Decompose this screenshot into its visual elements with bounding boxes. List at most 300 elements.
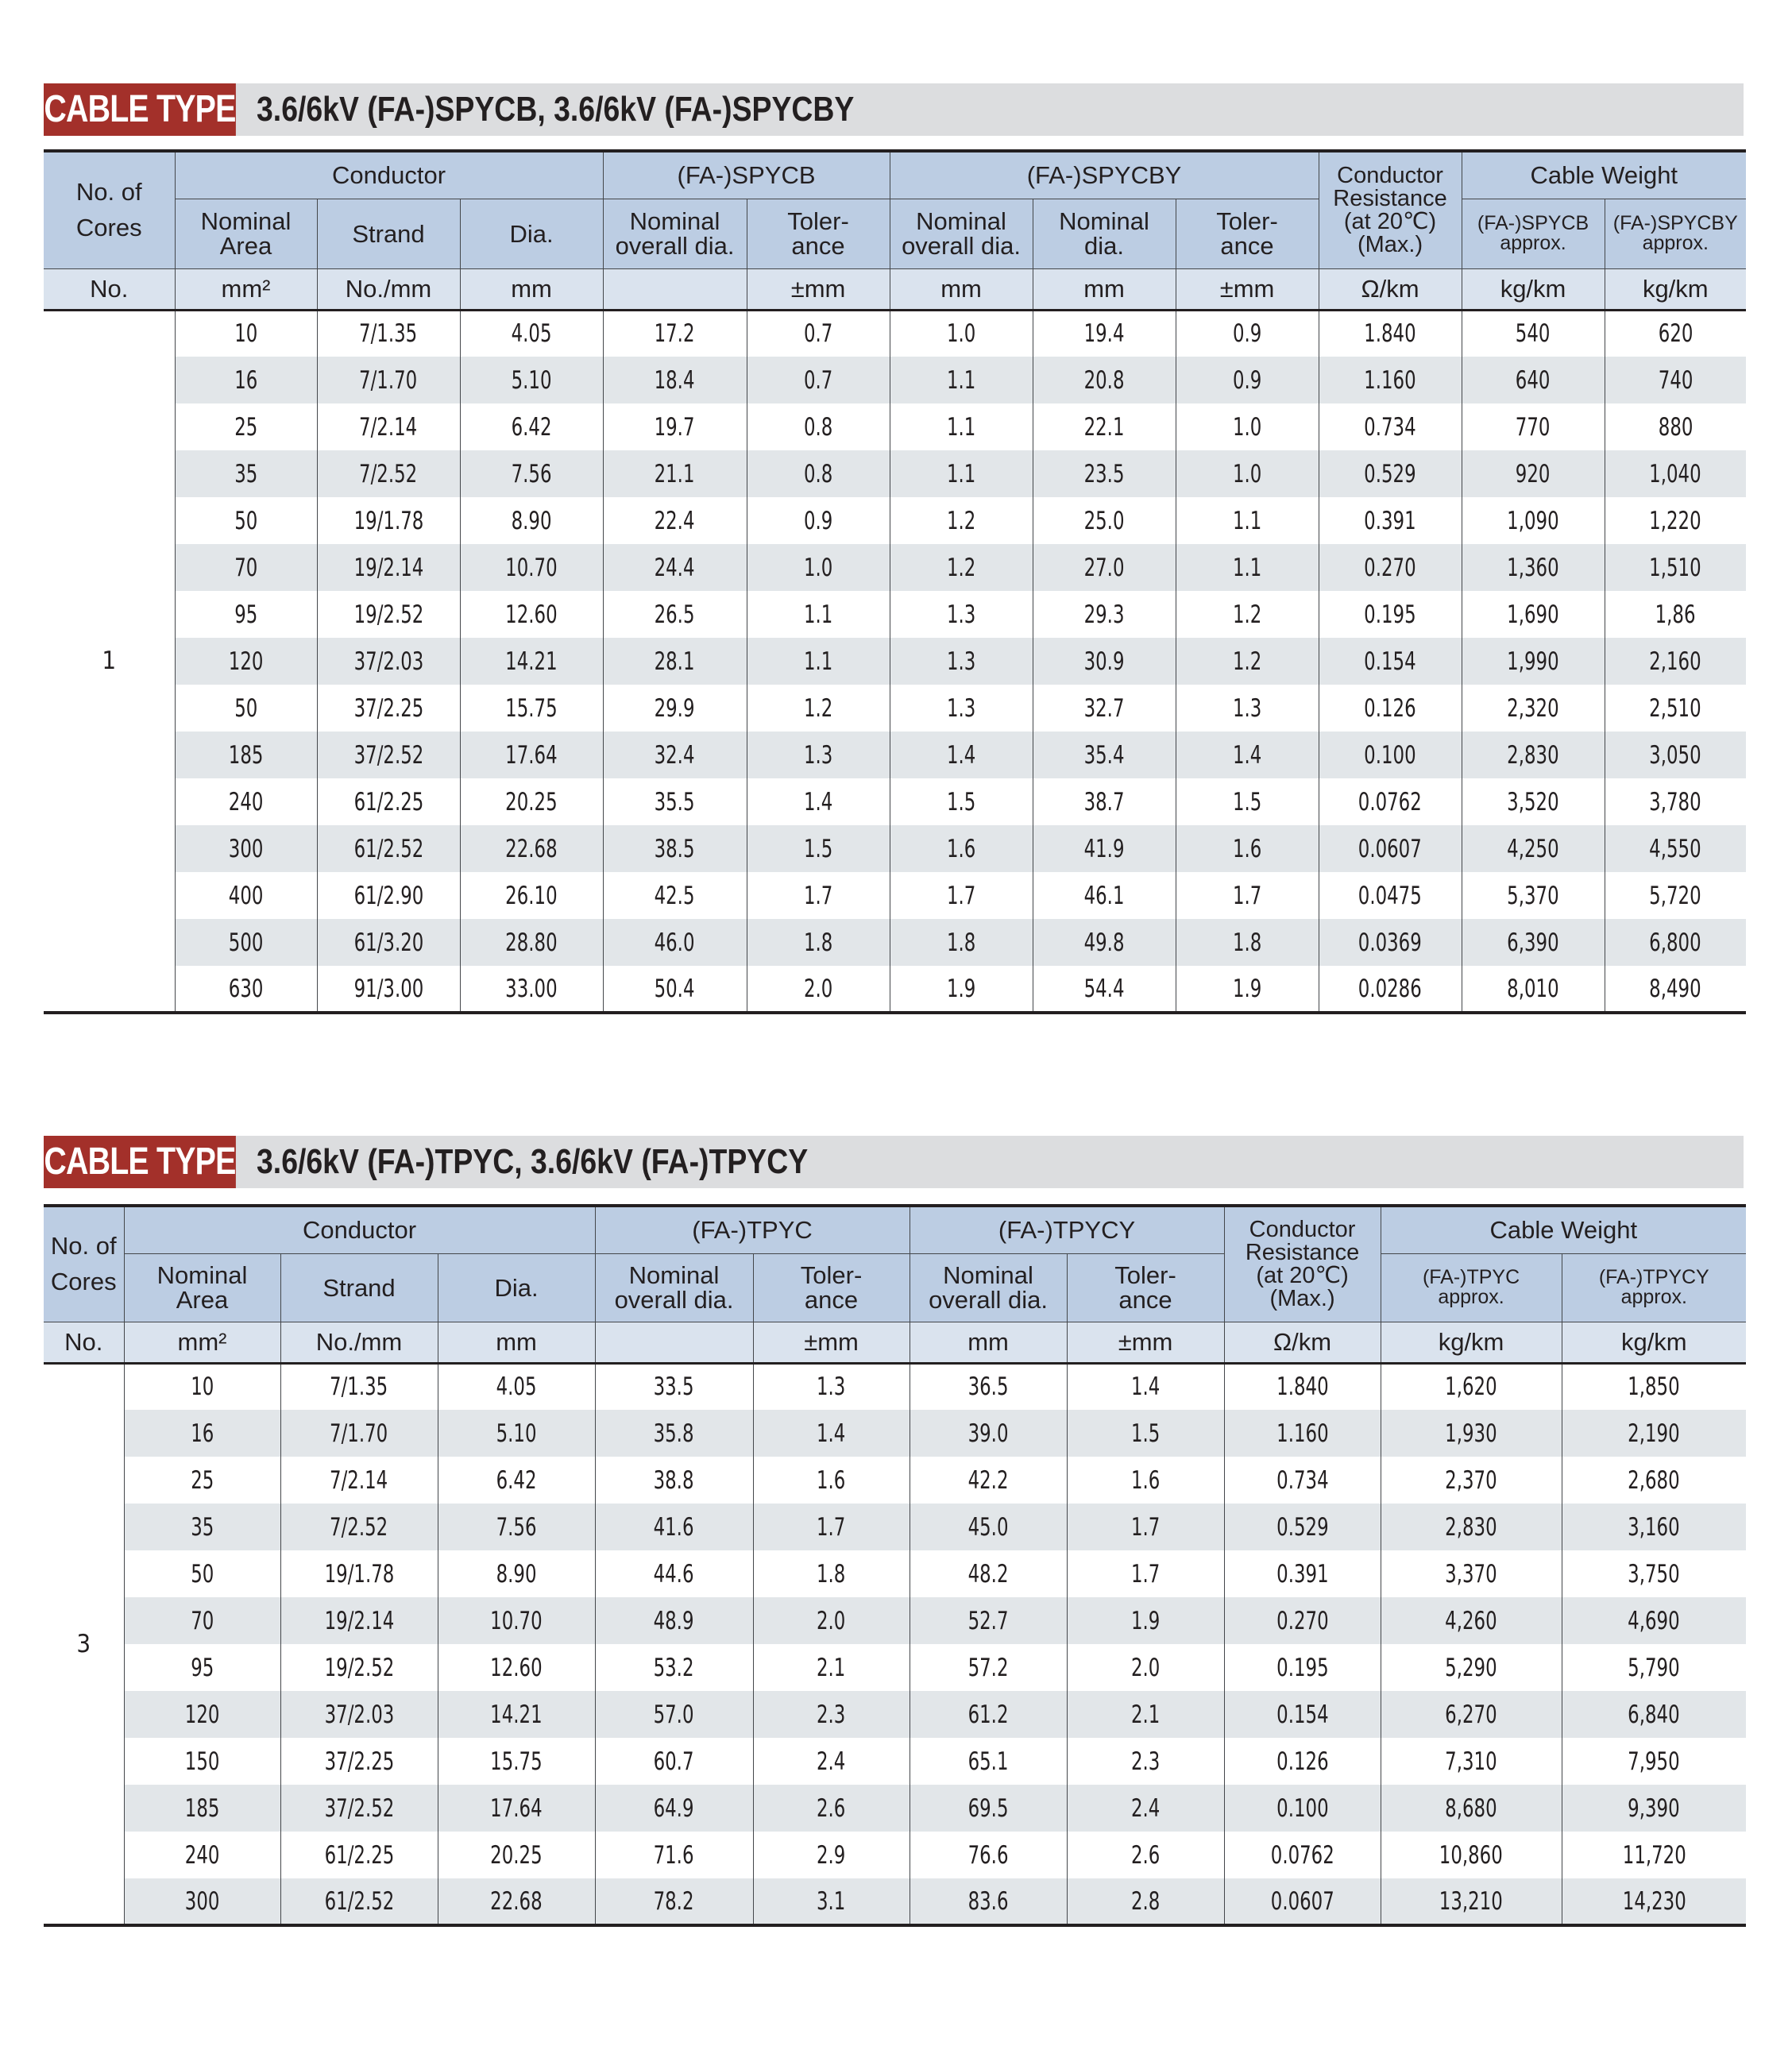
cell-value: 7/1.35 — [359, 319, 418, 349]
table-cell — [280, 1691, 438, 1738]
cell-value: 1.840 — [1276, 1372, 1329, 1402]
table-cell — [890, 685, 1033, 732]
table-cell — [1381, 1550, 1562, 1597]
cell-value: 2,370 — [1445, 1465, 1497, 1495]
cell-value: 13,210 — [1439, 1886, 1504, 1916]
cell-value: 2.0 — [817, 1606, 846, 1635]
table-cell — [1224, 1597, 1381, 1644]
cell-value: 3,780 — [1649, 787, 1702, 816]
cell-value: 29.3 — [1083, 600, 1125, 629]
table-cell — [890, 403, 1033, 450]
table-cell — [1462, 872, 1605, 919]
table-cell — [753, 1785, 910, 1832]
table-cell — [1067, 1363, 1224, 1410]
cell-value: 60.7 — [654, 1747, 694, 1776]
table-cell — [1224, 1644, 1381, 1691]
cell-value: 1.4 — [1130, 1372, 1161, 1402]
cell-value: 120 — [228, 647, 264, 676]
table-cell — [1562, 1597, 1746, 1644]
table-cell — [595, 1785, 753, 1832]
table-cell — [1033, 919, 1176, 966]
table-cell — [753, 1504, 910, 1550]
table-cell — [1067, 1550, 1224, 1597]
table-cell — [1067, 1644, 1224, 1691]
table-cell — [747, 310, 890, 357]
cell-value: 37/2.52 — [324, 1793, 394, 1823]
cell-value: 38.8 — [654, 1465, 694, 1495]
table-cell — [175, 966, 317, 1013]
wa-l2: approx. — [1500, 232, 1566, 254]
cell-value: 1.6 — [946, 834, 976, 863]
cell-value: 0.391 — [1364, 506, 1416, 535]
table-row — [44, 1410, 1746, 1457]
table-cell — [910, 1691, 1067, 1738]
cell-value: 39.0 — [967, 1419, 1009, 1448]
cell-value: 7/1.70 — [330, 1419, 388, 1448]
na-l1: Nominal — [200, 207, 292, 235]
cell-value: 0.270 — [1364, 553, 1416, 582]
table-cell — [1224, 1504, 1381, 1550]
unit-cell: No./mm — [280, 1322, 438, 1363]
header-dia: Dia. — [460, 199, 603, 268]
cell-value: 240 — [184, 1840, 220, 1870]
table-cell — [747, 778, 890, 825]
cell-value: 38.7 — [1083, 787, 1125, 816]
cell-value: 1.2 — [1232, 647, 1262, 676]
cell-value: 1.6 — [1232, 834, 1262, 863]
table-cell — [1224, 1832, 1381, 1878]
cell-value: 0.0286 — [1358, 974, 1423, 1003]
cell-value: 7/1.35 — [330, 1372, 388, 1402]
cell-value: 35 — [234, 459, 258, 488]
table-cell — [438, 1832, 595, 1878]
cell-value: 22.68 — [505, 834, 558, 863]
cell-value: 61.2 — [967, 1700, 1009, 1729]
table-cell — [460, 685, 603, 732]
table-cell — [890, 778, 1033, 825]
unit-cell: Ω/km — [1224, 1322, 1381, 1363]
header-a-tolerance — [753, 1253, 910, 1322]
cell-value: 1.7 — [1130, 1512, 1161, 1542]
cell-value: 1.2 — [946, 553, 976, 582]
table-cell — [1176, 966, 1319, 1013]
table-cell — [753, 1363, 910, 1410]
table-cell — [603, 872, 747, 919]
table-row — [44, 1738, 1746, 1785]
cell-value: 1.6 — [817, 1465, 846, 1495]
wa-l2: approx. — [1438, 1286, 1504, 1308]
header-resistance — [1224, 1206, 1381, 1322]
cell-value: 120 — [184, 1700, 220, 1729]
cell-value: 630 — [228, 974, 264, 1003]
table-cell — [460, 310, 603, 357]
table-cell — [124, 1457, 280, 1504]
cell-value: 1.2 — [803, 693, 833, 723]
cell-value: 3.1 — [817, 1886, 846, 1916]
header-b-tolerance — [1176, 199, 1319, 268]
cell-value: 22.4 — [655, 506, 695, 535]
bn-l2: dia. — [1084, 232, 1125, 260]
table-cell — [753, 1550, 910, 1597]
table-cell — [1224, 1691, 1381, 1738]
cell-value: 19.4 — [1083, 319, 1125, 349]
table-cell — [603, 685, 747, 732]
cell-value: 2,190 — [1628, 1419, 1681, 1448]
cell-value: 540 — [1516, 319, 1551, 349]
cell-value: 7/2.14 — [330, 1465, 388, 1495]
table-cell — [317, 872, 460, 919]
cell-value: 28.80 — [505, 928, 558, 957]
wb-l2: approx. — [1620, 1286, 1687, 1308]
table-cell — [1176, 825, 1319, 872]
table-cell — [1319, 310, 1462, 357]
cell-value: 1.1 — [803, 647, 833, 676]
cell-value: 15.75 — [505, 693, 558, 723]
cell-value: 1.3 — [946, 600, 976, 629]
table-cell — [460, 919, 603, 966]
table-cell — [1605, 403, 1746, 450]
cell-value: 880 — [1658, 412, 1694, 442]
cell-value: 6.42 — [496, 1465, 537, 1495]
table-cell — [1381, 1410, 1562, 1457]
table-cell — [317, 638, 460, 685]
cell-value: 37/2.25 — [353, 693, 423, 723]
ao-l1: Nominal — [629, 207, 720, 235]
header-b-overall-dia — [910, 1253, 1067, 1322]
table-cell — [317, 497, 460, 544]
cell-value: 25.0 — [1083, 506, 1125, 535]
table-cell — [1033, 732, 1176, 778]
cell-value: 7/1.70 — [359, 365, 418, 395]
header-cable-weight: Cable Weight — [1381, 1206, 1746, 1253]
table-cell — [910, 1785, 1067, 1832]
table-cell — [1605, 591, 1746, 638]
at-l2: ance — [791, 232, 845, 260]
cell-value: 6,800 — [1649, 928, 1702, 957]
table-cell — [460, 872, 603, 919]
cell-value: 0.0475 — [1358, 881, 1423, 910]
cell-value: 19/1.78 — [353, 506, 423, 535]
cell-value: 44.6 — [654, 1559, 694, 1589]
cell-value: 2.6 — [817, 1793, 846, 1823]
cell-value: 14.21 — [490, 1700, 543, 1729]
table-row — [44, 1597, 1746, 1644]
cell-value: 0.0762 — [1358, 787, 1423, 816]
table-cell — [280, 1550, 438, 1597]
cell-value: 46.0 — [655, 928, 695, 957]
unit-cell: No./mm — [317, 268, 460, 310]
cell-value: 7.56 — [511, 459, 552, 488]
cell-value: 1,620 — [1445, 1372, 1497, 1402]
table-cell — [317, 357, 460, 403]
table-cell — [603, 825, 747, 872]
at-l1: Toler- — [800, 1261, 863, 1289]
table-cell — [175, 919, 317, 966]
table-cell — [317, 544, 460, 591]
cell-value: 21.1 — [655, 459, 695, 488]
cell-value: 1.9 — [1232, 974, 1262, 1003]
table-row — [44, 1832, 1746, 1878]
table-row — [44, 1785, 1746, 1832]
table-cell — [1381, 1597, 1562, 1644]
at-l2: ance — [804, 1286, 859, 1314]
resistance-l2: Resistance — [1333, 185, 1447, 211]
table-cell — [910, 1738, 1067, 1785]
table-cell — [1319, 919, 1462, 966]
unit-cell: ±mm — [1067, 1322, 1224, 1363]
cell-value: 61/2.25 — [353, 787, 423, 816]
table-cell — [124, 1363, 280, 1410]
table-cell — [1319, 403, 1462, 450]
table-cell — [595, 1363, 753, 1410]
table-cell — [317, 778, 460, 825]
table-cell — [1462, 450, 1605, 497]
cell-value: 300 — [184, 1886, 220, 1916]
cell-value: 37/2.25 — [324, 1747, 394, 1776]
cell-value: 5,720 — [1649, 881, 1702, 910]
cell-value: 0.126 — [1276, 1747, 1329, 1776]
header-b-overall-dia — [890, 199, 1033, 268]
section-title-band — [44, 83, 1744, 136]
cell-value: 41.6 — [654, 1512, 694, 1542]
table-cell — [1067, 1504, 1224, 1550]
cell-value: 0.0607 — [1270, 1886, 1334, 1916]
header-strand: Strand — [280, 1253, 438, 1322]
cell-value: 4,250 — [1507, 834, 1559, 863]
table-cell — [1033, 872, 1176, 919]
table-cell — [1033, 778, 1176, 825]
table-cell — [460, 638, 603, 685]
table-cell — [1605, 544, 1746, 591]
ao-l1: Nominal — [628, 1261, 720, 1289]
table-cell — [753, 1878, 910, 1925]
cell-value: 1.1 — [946, 412, 976, 442]
resistance-l4: (Max.) — [1357, 231, 1423, 257]
table-cell — [603, 778, 747, 825]
table-cell — [910, 1363, 1067, 1410]
table-row — [44, 685, 1746, 732]
cell-value: 30.9 — [1083, 647, 1125, 676]
table-cell — [1176, 685, 1319, 732]
table-cell — [1319, 638, 1462, 685]
na-l2: Area — [176, 1286, 229, 1314]
unit-cell: kg/km — [1562, 1322, 1746, 1363]
table-cell — [910, 1410, 1067, 1457]
cell-value: 2,680 — [1628, 1465, 1681, 1495]
table-cell — [280, 1457, 438, 1504]
header-no-of-cores — [44, 1206, 124, 1322]
table-row — [44, 1363, 1746, 1410]
cell-value: 1.0 — [1232, 412, 1262, 442]
unit-cell: mm² — [175, 268, 317, 310]
header-resistance — [1319, 151, 1462, 268]
table-cell — [890, 872, 1033, 919]
table-cell — [124, 1504, 280, 1550]
table-row — [44, 1644, 1746, 1691]
table-row — [44, 544, 1746, 591]
cell-value: 32.4 — [655, 740, 695, 770]
cell-value: 0.154 — [1364, 647, 1416, 676]
table-row — [44, 919, 1746, 966]
cell-value: 53.2 — [654, 1653, 694, 1682]
unit-cell — [603, 268, 747, 310]
cell-value: 26.10 — [505, 881, 558, 910]
unit-cell: mm² — [124, 1322, 280, 1363]
cell-value: 2.3 — [1130, 1747, 1161, 1776]
unit-cell: ±mm — [1176, 268, 1319, 310]
cell-value: 10.70 — [490, 1606, 543, 1635]
cell-value: 1.840 — [1364, 319, 1416, 349]
bt-l2: ance — [1118, 1286, 1172, 1314]
table-cell — [1319, 825, 1462, 872]
cell-value: 50 — [190, 1559, 214, 1589]
cell-value: 1,510 — [1649, 553, 1702, 582]
cell-value: 11,720 — [1622, 1840, 1686, 1870]
table-cell — [1067, 1738, 1224, 1785]
header-dia: Dia. — [438, 1253, 595, 1322]
table-cell — [603, 591, 747, 638]
table-cell — [595, 1832, 753, 1878]
cell-value: 7/2.52 — [330, 1512, 388, 1542]
unit-cell: ±mm — [747, 268, 890, 310]
cell-value: 15.75 — [490, 1747, 543, 1776]
cell-value: 35.4 — [1083, 740, 1125, 770]
cell-value: 7,310 — [1445, 1747, 1497, 1776]
cell-value: 45.0 — [967, 1512, 1009, 1542]
table-cell — [1462, 310, 1605, 357]
bo-l1: Nominal — [916, 207, 1006, 235]
table-cell — [1462, 825, 1605, 872]
cell-value: 6,270 — [1445, 1700, 1497, 1729]
ao-l2: overall dia. — [615, 232, 735, 260]
cell-value: 4,690 — [1628, 1606, 1681, 1635]
table-cell — [1605, 966, 1746, 1013]
table-cell — [1605, 919, 1746, 966]
table-cell — [280, 1597, 438, 1644]
table-cell — [1319, 497, 1462, 544]
cell-value: 1,990 — [1507, 647, 1559, 676]
table-cell — [747, 591, 890, 638]
cell-value: 9,390 — [1628, 1793, 1681, 1823]
cell-value: 0.8 — [803, 459, 833, 488]
cell-value: 20.8 — [1083, 365, 1125, 395]
table-cell — [175, 403, 317, 450]
table-cell — [910, 1550, 1067, 1597]
unit-cell: Ω/km — [1319, 268, 1462, 310]
cell-value: 400 — [228, 881, 264, 910]
table-cell — [1176, 357, 1319, 403]
table-cell — [1033, 497, 1176, 544]
table-cell — [1605, 497, 1746, 544]
cell-value: 5.10 — [496, 1419, 537, 1448]
header-weight-b — [1562, 1253, 1746, 1322]
table-cell — [438, 1878, 595, 1925]
header-group-tpyc: (FA-)TPYC — [595, 1206, 910, 1253]
cell-value: 19/2.52 — [324, 1653, 394, 1682]
cell-value: 70 — [234, 553, 258, 582]
table-cell — [753, 1644, 910, 1691]
cell-value: 2,510 — [1649, 693, 1702, 723]
table-cell — [1381, 1738, 1562, 1785]
table-cell — [595, 1878, 753, 1925]
header-group-spycb: (FA-)SPYCB — [603, 151, 890, 199]
cell-value: 1.8 — [803, 928, 833, 957]
cell-value: 1.5 — [946, 787, 976, 816]
cell-value: 1.1 — [1232, 506, 1262, 535]
table-cell — [603, 638, 747, 685]
table-row — [44, 732, 1746, 778]
cell-value: 64.9 — [654, 1793, 694, 1823]
cell-value: 7.56 — [496, 1512, 537, 1542]
cell-value: 1.3 — [1232, 693, 1262, 723]
table-row — [44, 778, 1746, 825]
cell-value: 1.6 — [1130, 1465, 1161, 1495]
cell-value: 27.0 — [1083, 553, 1125, 582]
unit-cell: mm — [460, 268, 603, 310]
table-cell — [1462, 919, 1605, 966]
table-cell — [910, 1457, 1067, 1504]
table-cell — [1033, 357, 1176, 403]
cell-value: 61/2.52 — [353, 834, 423, 863]
header-strand: Strand — [317, 199, 460, 268]
cell-value: 1.2 — [946, 506, 976, 535]
cell-value: 8,490 — [1649, 974, 1702, 1003]
table-body — [44, 1363, 1746, 1925]
cell-value: 1.5 — [1232, 787, 1262, 816]
cell-value: 740 — [1658, 365, 1694, 395]
table-cell — [1319, 357, 1462, 403]
cell-value: 3,370 — [1445, 1559, 1497, 1589]
cell-value: 4.05 — [511, 319, 552, 349]
table-cell — [603, 310, 747, 357]
cell-value: 76.6 — [967, 1840, 1009, 1870]
cell-value: 300 — [228, 834, 264, 863]
table-cell — [1381, 1785, 1562, 1832]
cell-value: 0.9 — [1232, 365, 1262, 395]
resistance-l4: (Max.) — [1269, 1285, 1335, 1311]
table-cell — [910, 1644, 1067, 1691]
table-cell — [890, 638, 1033, 685]
table-cell — [317, 685, 460, 732]
cell-value: 0.734 — [1364, 412, 1416, 442]
header-group-tpycy: (FA-)TPYCY — [910, 1206, 1224, 1253]
table-row — [44, 450, 1746, 497]
table-cell — [460, 544, 603, 591]
cell-value: 70 — [190, 1606, 214, 1635]
table-cell — [438, 1363, 595, 1410]
table-cell — [753, 1691, 910, 1738]
table-row — [44, 825, 1746, 872]
header-conductor: Conductor — [175, 151, 603, 199]
cell-value: 3,750 — [1628, 1559, 1681, 1589]
table-cell — [1462, 497, 1605, 544]
cell-value: 500 — [228, 928, 264, 957]
cell-value: 61/2.90 — [353, 881, 423, 910]
header-nominal-area — [175, 199, 317, 268]
table-cell — [280, 1738, 438, 1785]
table-cell — [595, 1504, 753, 1550]
cell-value: 52.7 — [967, 1606, 1009, 1635]
table-cell — [1176, 497, 1319, 544]
cell-value: 49.8 — [1083, 928, 1125, 957]
table-cell — [460, 497, 603, 544]
table-cell — [1176, 872, 1319, 919]
table-cell — [595, 1457, 753, 1504]
spec-table-tpyc — [44, 1204, 1746, 1927]
table-cell — [438, 1410, 595, 1457]
table-cell — [1033, 638, 1176, 685]
table-cell — [460, 825, 603, 872]
